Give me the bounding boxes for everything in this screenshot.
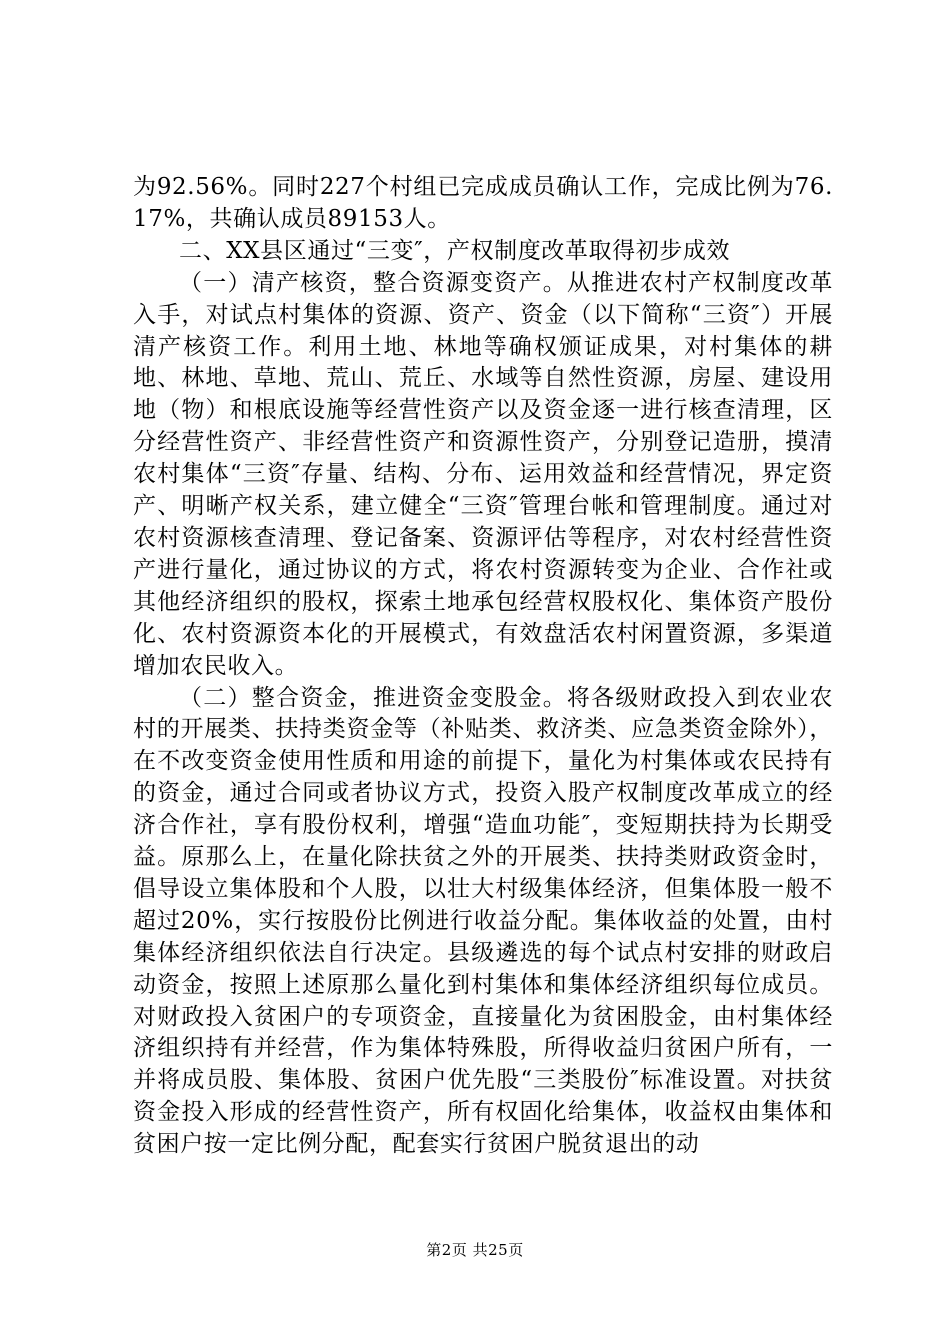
paragraph-section-1: （一）清产核资，整合资源变资产。从推进农村产权制度改革入手，对试点村集体的资源、资产、资金（以下简称“三资″）开展清产核资工作。利用土地、林地等确权颁证成果，对村集体的耕地、林地、草地、荒山、荒丘、水域等自然性资源，房屋、建设用地（物）和根底设施等经营性资产以及资金逐一进行核查清理，区分经营性资产、非经营性资产和资源性资产，分别登记造册，摸清农村集体“三资″存量、结构、分布、运用效益和经营情况，界定资产、明晰产权关系，建立健全“三资″管理台帐和管理制度。通过对农村资源核查清理、登记备案、资源评估等程序，对农村经营性资产进行量化，通过协议的方式，将农村资源转变为企业、合作社或其他经济组织的股权，探索土地承包经营权股权化、集体资产股份化、农村资源资本化的开展模式，有效盘活农村闲置资源，多渠道增加农民收入。 bbox=[133, 269, 833, 679]
document-body bbox=[133, 172, 833, 1161]
paragraph-continued: 为92.56%。同时227个村组已完成成员确认工作，完成比例为76.17%，共确认成员89153人。 bbox=[133, 174, 833, 232]
page-footer: 第2页 共25页 bbox=[426, 1241, 524, 1259]
paragraph-section-2: （二）整合资金，推进资金变股金。将各级财政投入到农业农村的开展类、扶持类资金等（补贴类、救济类、应急类资金除外），在不改变资金使用性质和用途的前提下，量化为村集体或农民持有的资金，通过合同或者协议方式，投资入股产权制度改革成立的经济合作社，享有股份权利，增强“造血功能″，变短期扶持为长期受益。原那么上，在量化除扶贫之外的开展类、扶持类财政资金时，倡导设立集体股和个人股，以壮大村级集体经济，但集体股一般不超过20%，实行按股份比例进行收益分配。集体收益的处置，由村集体经济组织依法自行决定。县级遴选的每个试点村安排的财政启动资金，按照上述原那么量化到村集体和集体经济组织每位成员。对财政投入贫困户的专项资金，直接量化为贫困股金，由村集体经济组织持有并经营，作为集体特殊股，所得收益归贫困户所有，一并将成员股、集体股、贫困户优先股“三类股份″标准设置。对扶贫资金投入形成的经营性资产，所有权固化给集体，收益权由集体和贫困户按一定比例分配，配套实行贫困户脱贫退出的动 bbox=[133, 684, 833, 1158]
section-heading: 二、XX县区通过“三变″，产权制度改革取得初步成效 bbox=[179, 237, 731, 264]
